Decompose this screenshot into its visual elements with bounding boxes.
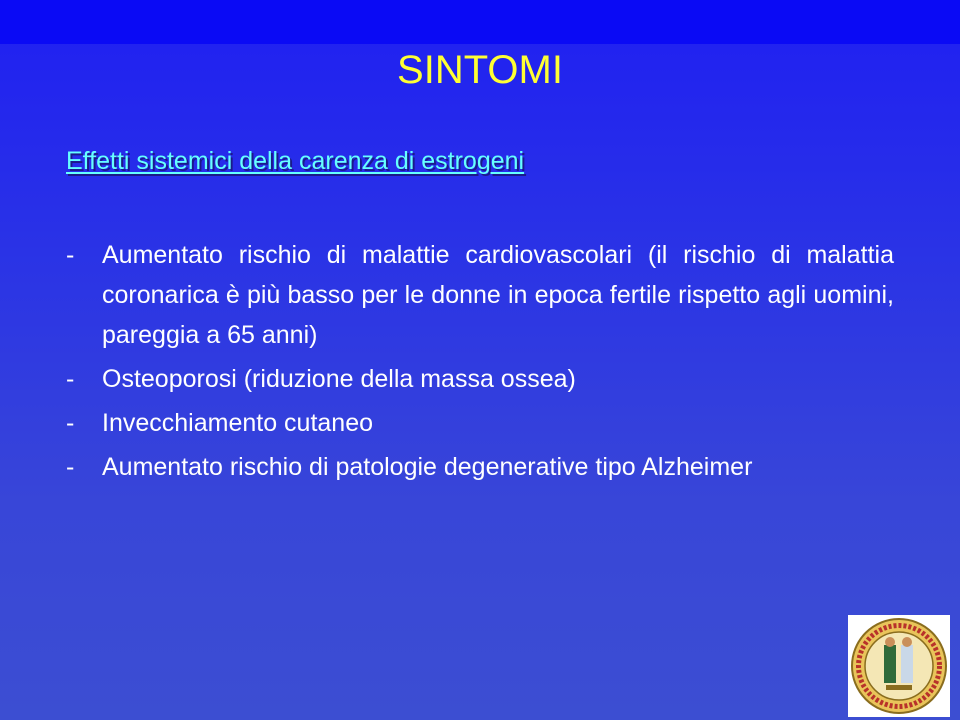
university-seal-logo <box>848 615 950 717</box>
bullet-marker: - <box>66 241 75 269</box>
bullet-marker: - <box>66 453 75 481</box>
top-strip <box>0 0 960 44</box>
bullet-item <box>66 403 894 443</box>
bullet-marker: - <box>66 365 75 393</box>
bullet-text: Invecchiamento cutaneo <box>102 409 374 437</box>
bullet-list <box>66 235 894 491</box>
bullet-text: Aumentato rischio di patologie degenerative tipo Alzheimer <box>102 453 753 481</box>
bullet-item <box>66 359 894 399</box>
bullet-item <box>66 235 894 355</box>
bullet-text: Osteoporosi (riduzione della massa ossea) <box>102 365 576 393</box>
slide-title: SINTOMI <box>397 48 563 92</box>
seal-icon <box>848 615 950 717</box>
bullet-item <box>66 447 894 487</box>
bullet-text: Aumentato rischio di malattie cardiovascolari (il rischio di malattia coronarica è più basso per le donne in epoca fertile rispetto agli uomini, pareggia a 65 anni) <box>102 241 894 349</box>
slide-subtitle: Effetti sistemici della carenza di estrogeni <box>66 147 525 175</box>
bullet-marker: - <box>66 409 75 437</box>
